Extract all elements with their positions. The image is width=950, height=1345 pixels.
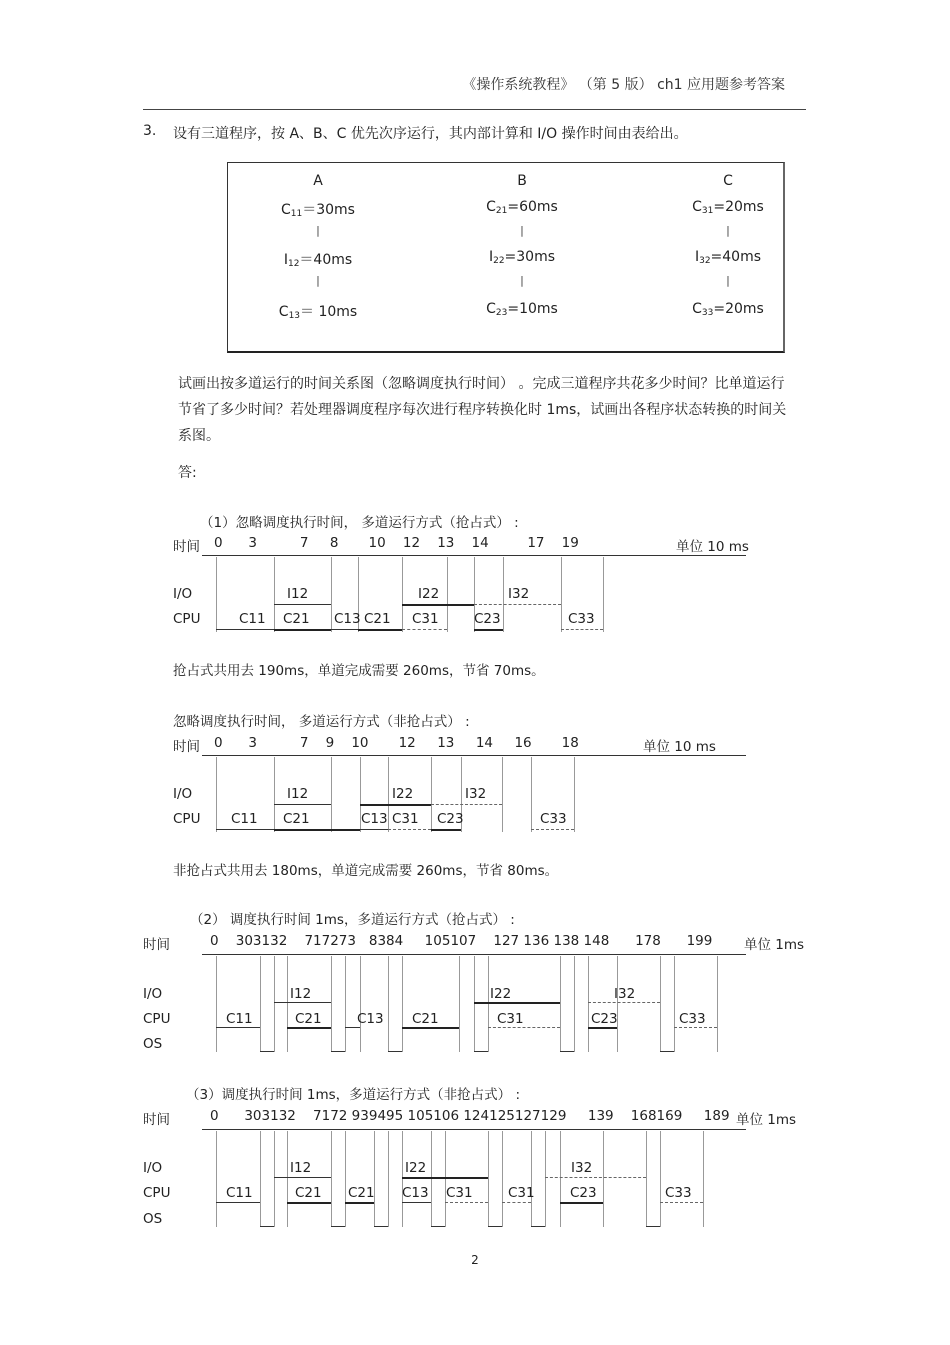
cpu-bar	[674, 1027, 717, 1028]
time-axis	[202, 1129, 746, 1130]
os-bar	[388, 1051, 402, 1052]
gantt-divider	[531, 1131, 532, 1227]
gantt-divider	[331, 956, 332, 1052]
io-bar	[402, 604, 474, 606]
gantt-divider	[274, 956, 275, 1052]
gantt-divider	[545, 1131, 546, 1227]
gantt-divider	[574, 956, 575, 1052]
gantt-divider	[331, 557, 332, 632]
io-bar-label: I22	[490, 986, 512, 1002]
cpu-bar-label: C21	[283, 611, 310, 627]
cpu-bar-label: C21	[348, 1185, 375, 1201]
gantt-divider	[603, 557, 604, 632]
cpu-bar-label: C21	[295, 1185, 322, 1201]
cpu-bar-label: C33	[665, 1185, 692, 1201]
gantt-divider	[260, 1131, 261, 1227]
cpu-bar-label: C31	[497, 1011, 524, 1027]
cpu-bar-label: C21	[295, 1011, 322, 1027]
cpu-bar	[274, 629, 331, 631]
io-bar	[274, 1002, 331, 1003]
cpu-bar	[531, 829, 574, 830]
cpu-bar-label: C11	[226, 1011, 253, 1027]
diagram2-heading: 忽略调度执行时间， 多道运行方式（非抢占式） :	[173, 714, 470, 730]
gantt-divider	[402, 956, 403, 1052]
cpu-bar-label: C13	[402, 1185, 429, 1201]
cpu-bar	[331, 629, 358, 630]
gantt-divider	[216, 956, 217, 1052]
gantt-divider	[402, 1131, 403, 1227]
table-cell: $C_{11}=30ms$	[281, 202, 355, 219]
io-bar	[274, 1177, 331, 1178]
io-row-label: I/O	[173, 786, 193, 802]
cpu-row-label: CPU	[173, 611, 201, 627]
diagram4-heading: （3）调度执行时间 1ms，多道运行方式（非抢占式） :	[186, 1087, 520, 1103]
cpu-bar-label: C23	[474, 611, 501, 627]
gantt-divider	[445, 1131, 446, 1227]
time-ticks: 0 303132 7172 939495 105106 124125127129 139 168169 189	[210, 1108, 730, 1124]
time-ticks: 0 303132 717273 8384 105107 127 136 138 148 178 199	[210, 933, 713, 949]
gantt-divider	[703, 1131, 704, 1227]
cpu-bar	[474, 629, 503, 631]
diagram2-summary: 非抢占式共用去 180ms，单道完成需要 260ms，节省 80ms。	[173, 863, 559, 879]
cpu-bar-label: C11	[231, 811, 258, 827]
cpu-bar	[216, 1027, 260, 1028]
time-label: 时间	[173, 539, 200, 555]
gantt-divider	[388, 1131, 389, 1227]
gantt-divider	[402, 557, 403, 632]
gantt-divider	[717, 956, 718, 1052]
gantt-divider	[560, 1131, 561, 1227]
time-label: 时间	[173, 739, 200, 755]
cpu-bar	[345, 1202, 374, 1204]
cpu-bar-label: C33	[568, 611, 595, 627]
cpu-bar	[502, 1202, 531, 1203]
gantt-divider	[274, 557, 275, 632]
io-bar	[545, 1177, 646, 1178]
gantt-divider	[331, 757, 332, 832]
cpu-bar	[216, 829, 274, 830]
os-bar	[531, 1226, 545, 1227]
os-row-label: OS	[143, 1036, 163, 1052]
cpu-bar	[287, 1202, 331, 1204]
io-bar-label: I32	[614, 986, 636, 1002]
column-a-header: A	[313, 173, 323, 189]
page-header: 《操作系统教程》 （第 5 版） ch1 应用题参考答案	[462, 77, 785, 93]
cpu-bar	[402, 1202, 431, 1203]
answer-label: 答:	[178, 465, 197, 481]
gantt-divider	[388, 757, 389, 832]
gantt-divider	[617, 956, 618, 1052]
os-bar	[660, 1051, 674, 1052]
cpu-bar	[588, 1027, 617, 1029]
unit-label: 单位 1ms	[736, 1112, 797, 1128]
cpu-bar	[402, 1027, 459, 1029]
gantt-divider	[431, 1131, 432, 1227]
separator: |	[726, 224, 730, 237]
time-axis	[202, 755, 746, 756]
cpu-bar-label: C13	[361, 811, 388, 827]
separator: |	[726, 274, 730, 287]
io-bar-label: I32	[465, 786, 487, 802]
os-bar	[560, 1051, 574, 1052]
time-axis	[202, 954, 746, 955]
cpu-bar-label: C23	[591, 1011, 618, 1027]
header-rule	[143, 109, 806, 110]
separator: |	[316, 274, 320, 287]
cpu-bar	[274, 829, 360, 831]
cpu-bar-label: C11	[239, 611, 266, 627]
cpu-bar-label: C13	[357, 1011, 384, 1027]
io-bar	[274, 604, 331, 605]
io-row-label: I/O	[143, 1160, 163, 1176]
os-bar	[260, 1051, 274, 1052]
unit-label: 单位 1ms	[744, 937, 805, 953]
gantt-divider	[287, 956, 288, 1052]
io-row-label: I/O	[143, 986, 163, 1002]
table-cell: $I_{32}=40ms$	[694, 249, 762, 266]
gantt-divider	[603, 1131, 604, 1227]
gantt-divider	[331, 1131, 332, 1227]
gantt-divider	[447, 557, 448, 632]
io-bar-label: I12	[290, 986, 312, 1002]
gantt-divider	[474, 956, 475, 1052]
cpu-bar	[402, 629, 447, 630]
io-bar-label: I22	[392, 786, 414, 802]
table-cell: $I_{22}=30ms$	[488, 249, 556, 266]
cpu-bar-label: C31	[392, 811, 419, 827]
io-bar	[431, 804, 502, 805]
io-bar-label: I12	[287, 786, 309, 802]
table-cell: $C_{21}=60ms$	[486, 199, 558, 216]
os-bar	[474, 1051, 488, 1052]
gantt-divider	[488, 1131, 489, 1227]
cpu-bar	[660, 1202, 703, 1203]
time-label: 时间	[143, 937, 170, 953]
gantt-divider	[502, 757, 503, 832]
io-bar-label: I32	[571, 1160, 593, 1176]
gantt-divider	[646, 1131, 647, 1227]
question-text: 设有三道程序，按 A、B、C 优先次序运行，其内部计算和 I/O 操作时间由表给出。	[173, 126, 688, 142]
gantt-divider	[574, 757, 575, 832]
gantt-divider	[388, 956, 389, 1052]
time-ticks: 0 3 7 9 10 12 13 14 16 18	[214, 735, 579, 751]
diagram3-heading: （2） 调度执行时间 1ms，多道运行方式（抢占式） :	[190, 912, 515, 928]
cpu-bar-label: C21	[283, 811, 310, 827]
os-bar	[374, 1226, 388, 1227]
io-row-label: I/O	[173, 586, 193, 602]
os-bar	[431, 1226, 445, 1227]
os-bar	[646, 1226, 660, 1227]
cpu-row-label: CPU	[143, 1011, 171, 1027]
time-label: 时间	[143, 1112, 170, 1128]
gantt-divider	[561, 557, 562, 632]
io-bar-label: I22	[418, 586, 440, 602]
cpu-bar	[561, 629, 603, 630]
table-cell: $C_{33}=20ms$	[692, 301, 764, 318]
gantt-divider	[560, 956, 561, 1052]
gantt-divider	[345, 1131, 346, 1227]
cpu-bar-label: C33	[540, 811, 567, 827]
cpu-bar-label: C21	[364, 611, 391, 627]
cpu-bar-label: C31	[508, 1185, 535, 1201]
cpu-row-label: CPU	[173, 811, 201, 827]
gantt-divider	[274, 757, 275, 832]
table-cell: $C_{31}=20ms$	[692, 199, 764, 216]
gantt-divider	[216, 1131, 217, 1227]
gantt-divider	[287, 1131, 288, 1227]
time-axis	[202, 555, 746, 556]
cpu-bar	[345, 1027, 360, 1028]
io-bar-label: I32	[508, 586, 530, 602]
prompt-paragraph: 试画出按多道运行的时间关系图（忽略调度执行时间） 。完成三道程序共花多少时间？比单道运行节省了多少时间？若处理器调度程序每次进行程序转换化时 1ms，试画出各程序状态转换的时间关系图。	[178, 376, 787, 444]
separator: |	[316, 224, 320, 237]
cpu-bar-label: C21	[412, 1011, 439, 1027]
gantt-divider	[216, 757, 217, 832]
cpu-bar-label: C31	[446, 1185, 473, 1201]
io-bar	[474, 604, 561, 605]
cpu-bar	[560, 1202, 603, 1204]
unit-label: 单位 10 ms	[676, 539, 749, 555]
column-c-header: C	[723, 173, 733, 189]
cpu-bar	[388, 829, 431, 830]
gantt-divider	[459, 956, 460, 1052]
gantt-divider	[674, 956, 675, 1052]
diagram1-summary: 抢占式共用去 190ms，单道完成需要 260ms，节省 70ms。	[173, 663, 545, 679]
page-number: 2	[471, 1253, 479, 1267]
separator: |	[520, 274, 524, 287]
gantt-divider	[503, 557, 504, 632]
gantt-divider	[431, 757, 432, 832]
time-ticks: 0 3 7 8 10 12 13 14 17 19	[214, 535, 579, 551]
os-bar	[260, 1226, 274, 1227]
cpu-bar-label: C33	[679, 1011, 706, 1027]
gantt-divider	[274, 1131, 275, 1227]
diagram1-heading: （1）忽略调度执行时间， 多道运行方式（抢占式） :	[200, 515, 519, 531]
table-cell: $C_{23}=10ms$	[486, 301, 558, 318]
io-bar	[588, 1002, 660, 1003]
io-bar-label: I22	[405, 1160, 427, 1176]
io-bar-label: I12	[287, 586, 309, 602]
os-bar	[488, 1226, 502, 1227]
cpu-bar	[360, 829, 388, 830]
cpu-bar	[488, 1027, 560, 1028]
gantt-divider	[660, 956, 661, 1052]
gantt-divider	[502, 1131, 503, 1227]
program-table	[227, 162, 785, 353]
question-number: 3.	[143, 123, 157, 139]
cpu-bar	[431, 829, 461, 831]
cpu-bar	[216, 629, 274, 630]
cpu-bar-label: C11	[226, 1185, 253, 1201]
unit-label: 单位 10 ms	[643, 739, 716, 755]
io-bar-label: I12	[290, 1160, 312, 1176]
os-row-label: OS	[143, 1211, 163, 1227]
cpu-bar	[445, 1202, 488, 1203]
separator: |	[520, 224, 524, 237]
cpu-bar-label: C23	[437, 811, 464, 827]
os-bar	[331, 1051, 345, 1052]
gantt-divider	[588, 956, 589, 1052]
io-bar	[360, 804, 431, 806]
gantt-divider	[374, 1131, 375, 1227]
gantt-divider	[260, 956, 261, 1052]
column-b-header: B	[517, 173, 527, 189]
gantt-divider	[345, 956, 346, 1052]
cpu-bar	[216, 1202, 260, 1203]
cpu-bar	[358, 629, 402, 631]
io-bar	[474, 1002, 560, 1004]
table-cell: $I_{12}=40ms$	[283, 252, 353, 269]
gantt-divider	[488, 956, 489, 1052]
cpu-bar-label: C23	[570, 1185, 597, 1201]
os-bar	[331, 1226, 345, 1227]
gantt-divider	[360, 956, 361, 1052]
gantt-divider	[531, 757, 532, 832]
io-bar	[274, 804, 331, 805]
table-cell: $C_{13}= 10ms$	[278, 304, 358, 321]
io-bar	[402, 1177, 488, 1179]
cpu-bar-label: C31	[412, 611, 439, 627]
cpu-bar	[287, 1027, 331, 1029]
cpu-bar-label: C13	[334, 611, 361, 627]
cpu-row-label: CPU	[143, 1185, 171, 1201]
gantt-divider	[216, 557, 217, 632]
gantt-divider	[660, 1131, 661, 1227]
